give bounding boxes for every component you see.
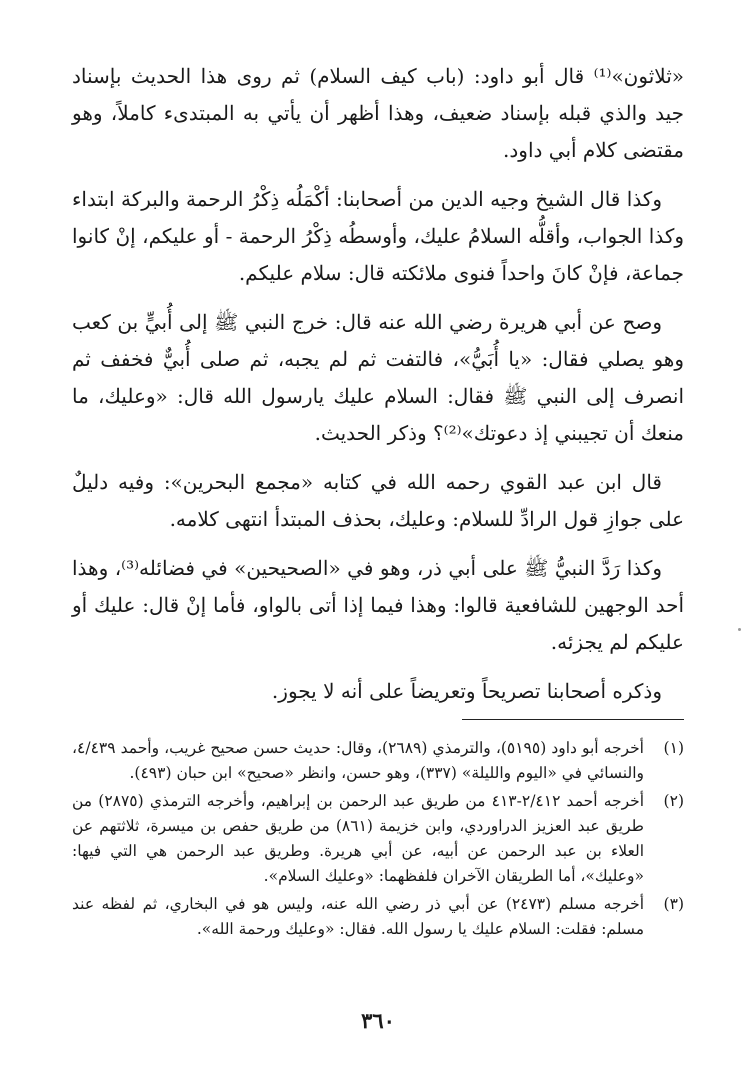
footnote-text: أخرجه أحمد ٢/٤١٢-٤١٣ من طريق عبد الرحمن بن إبراهيم، وأخرجه الترمذي (٢٨٧٥) من طريق عبد العزيز الدراوردي، وابن خزيمة (٨٦١) من طريق حفص بن ميسرة، ثلاثتهم عن العلاء بن عبد الرحمن عن أبيه، عن أبي هريرة. وطريق عبد الرحمن هي التي فيها: «وعليك»، أما الطريقان الآخران فلفظهما: «وعليك السلام». <box>72 792 645 885</box>
footnote-2 <box>72 789 684 889</box>
main-text <box>72 58 684 722</box>
paragraph-1: «ثلاثون»⁽¹⁾ قال أبو داود: (باب كيف السلام) ثم روى هذا الحديث بإسناد جيد والذي قبله بإسناد ضعيف، وهذا أظهر أن يأتي به المبتدىء كاملاً، وهو مقتضى كلام أبي داود. <box>72 64 685 162</box>
footnote-3 <box>72 892 684 942</box>
footnote-text: أخرجه أبو داود (٥١٩٥)، والترمذي (٢٦٨٩)، وقال: حديث حسن صحيح غريب، وأحمد ٤/٤٣٩، والنسائي في «اليوم والليلة» (٣٣٧)، وهو حسن، وانظر «صحيح» ابن حبان (٤٩٣). <box>72 739 644 782</box>
footnote-number: (٢) <box>663 792 684 810</box>
paragraph-5: وكذا رَدَّ النبيُّ ﷺ على أبي ذر، وهو في «الصحيحين» في فضائله⁽³⁾، وهذا أحد الوجهين للشافعية قالوا: وهذا فيما إذا أتى بالواو، فأما إنْ قال: عليك أو عليكم لم يجزئه. <box>72 556 685 654</box>
paragraph-3: وصح عن أبي هريرة رضي الله عنه قال: خرج النبي ﷺ إلى أُبيٍّ بن كعب وهو يصلي فقال: «يا أُبَيُّ»، فالتفت ثم لم يجبه، ثم صلى أُبيٌّ فخفف ثم انصرف إلى النبي ﷺ فقال: السلام عليك يارسول الله قال: «وعليك، ما منعك أن تجيبني إذ دعوتك»⁽²⁾؟ وذكر الحديث. <box>72 310 684 445</box>
paragraph-6: وذكره أصحابنا تصريحاً وتعريضاً على أنه لا يجوز. <box>271 679 662 703</box>
margin-mark <box>738 628 741 631</box>
footnotes <box>72 736 684 945</box>
paragraph-2: وكذا قال الشيخ وجيه الدين من أصحابنا: أكْمَلُه ذِكْرُ الرحمة والبركة ابتداء وكذا الجواب، وأقلُّه السلامُ عليك، وأوسطُه ذِكْرُ الرحمة - أو عليكم، إنْ كانوا جماعة، فإنْ كانَ واحداً فنوى ملائكته قال: سلام عليكم. <box>72 187 684 285</box>
footnote-divider <box>462 719 684 720</box>
footnote-number: (١) <box>663 739 684 757</box>
footnote-number: (٣) <box>663 895 684 913</box>
footnote-1 <box>72 736 684 786</box>
paragraph-4: قال ابن عبد القوي رحمه الله في كتابه «مجمع البحرين»: وفيه دليلٌ على جوازِ قول الرادِّ للسلام: وعليك، بحذف المبتدأ انتهى كلامه. <box>72 470 684 531</box>
footnote-text: أخرجه مسلم (٢٤٧٣) عن أبي ذر رضي الله عنه، وليس هو في البخاري، ثم لفظه عند مسلم: فقلت: السلام عليك يا رسول الله. فقال: «وعليك ورحمة الله». <box>72 895 645 938</box>
page-number: ٣٦٠ <box>361 1008 395 1033</box>
